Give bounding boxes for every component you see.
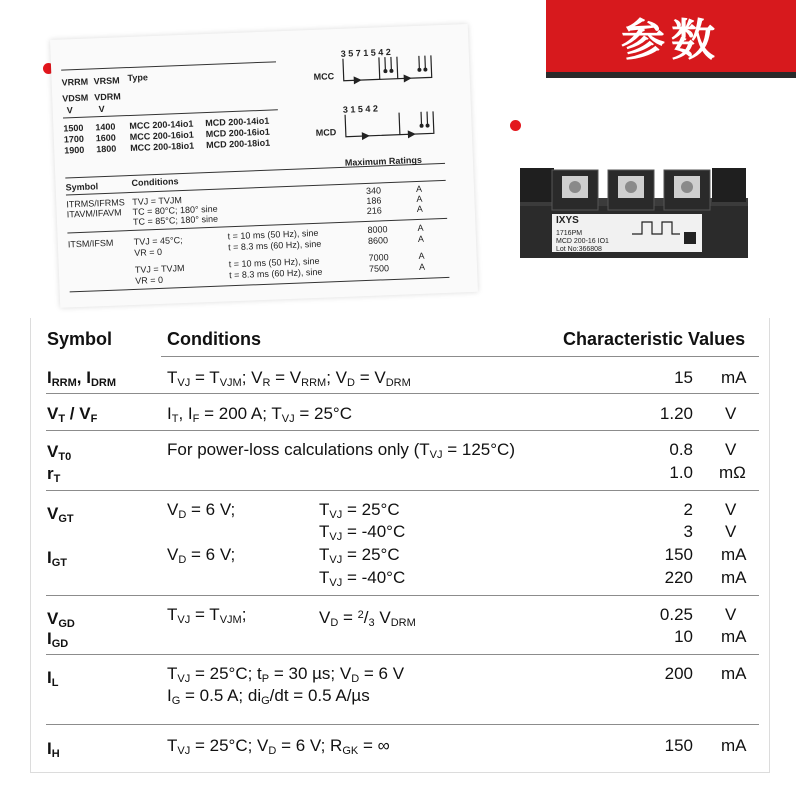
- card-rating-unit: A: [418, 261, 426, 272]
- card-type-mcc: MCC 200-16io1: [129, 129, 194, 143]
- symbol-igd: $I_{GD}$: [47, 629, 69, 650]
- mcc-label: MCC: [313, 71, 335, 82]
- mcd-pins: 3 1 5 4 2: [342, 103, 379, 115]
- card-type-v1: 1500: [63, 122, 84, 134]
- card-rating-symbol: ITAVM/IFAVM: [66, 207, 122, 220]
- card-rule: [66, 180, 446, 196]
- unit-igd: mA: [721, 627, 747, 646]
- card-rating-cond2: t = 10 ms (50 Hz), sine: [227, 227, 319, 242]
- card-rating-unit: A: [416, 193, 423, 205]
- card-rule: [61, 61, 276, 70]
- card-rating-cond: TC = 80°C; 180° sine: [132, 203, 218, 217]
- card-rating-value: 216: [366, 205, 383, 216]
- condition-il-line1: $T_{VJ} = 25^\circ C$; $t_P = 30$ µs; $V_D = 6$ V: [167, 664, 405, 685]
- symbol-ih: $I_H$: [47, 739, 60, 760]
- mcd-circuit-diagram: [341, 109, 442, 147]
- card-col-vdsm: VDSM: [62, 92, 89, 104]
- unit-igt: mA: [721, 568, 747, 587]
- unit-ih: mA: [721, 736, 747, 755]
- unit-vt: V: [725, 404, 737, 423]
- card-rating-value: 8000: [367, 224, 388, 235]
- card-rating-cond: TVJ = TVJM: [132, 195, 183, 207]
- condition-tvj-25: $T_{VJ} = 25^\circ C$: [319, 545, 400, 566]
- unit-irrm: mA: [721, 368, 747, 387]
- card-rating-unit: A: [417, 233, 425, 245]
- card-rating-symbol: ITRMS/IFRMS: [66, 197, 125, 210]
- condition-power-loss: For power-loss calculations only $(T_{VJ} = 125^\circ C)$: [167, 440, 515, 461]
- card-rating-value: 7500: [368, 263, 390, 274]
- mcc-pins: 3 5 7 1 5 4 2: [340, 46, 391, 59]
- symbol-vgd: $V_{GD}$: [47, 609, 75, 630]
- card-type-mcd: MCD 200-18io1: [205, 137, 271, 151]
- condition-tvj-minus40: $T_{VJ} = -40^\circ C$: [319, 568, 406, 589]
- condition-irrm: $T_{VJ} = T_{VJM}$; $V_R = V_{RRM}$; $V_D = V_{DRM}$: [167, 368, 411, 389]
- card-rating-cond2: t = 10 ms (50 Hz), sine: [228, 255, 320, 270]
- condition-vt: $I_T$, $I_F = 200$ A; $T_{VJ} = 25^\circ C$: [167, 404, 352, 425]
- value-vt: 1.20: [659, 404, 693, 423]
- characteristics-table: [30, 318, 770, 773]
- card-rating-unit: A: [417, 222, 424, 234]
- row-divider: [46, 490, 759, 491]
- card-type-mcc: MCC 200-14io1: [129, 118, 194, 132]
- datasheet-photo: [50, 24, 478, 308]
- card-rating-value: 7000: [368, 252, 389, 263]
- value-rt: 1.0: [669, 463, 693, 482]
- condition-il-line2: $I_G = 0.5$ A; $di_G/dt = 0.5$ A/µs: [167, 686, 370, 707]
- card-type-v2: 1600: [95, 132, 117, 144]
- condition-vd-igt: $V_D = 6$ V;: [167, 545, 236, 566]
- card-type-v2: 1400: [95, 121, 116, 133]
- card-col-vrrm: VRRM: [61, 76, 89, 88]
- unit-vgt: V: [725, 500, 737, 519]
- module-label-line1: 1716PM: [556, 230, 583, 237]
- symbol-il: $I_L$: [47, 668, 59, 689]
- card-type-v1: 1900: [64, 144, 85, 156]
- card-rating-value: 8600: [367, 235, 389, 246]
- card-rating-unit: A: [418, 250, 425, 262]
- row-divider: [161, 356, 759, 357]
- card-unit-v2: V: [98, 103, 105, 115]
- card-rating-cond2: t = 8.3 ms (60 Hz), sine: [227, 238, 322, 253]
- card-rating-cond: VR = 0: [135, 274, 164, 286]
- symbol-irrm-idrm: $I_{RRM}$, $I_{DRM}$: [47, 368, 117, 389]
- card-rating-cond: VR = 0: [134, 246, 163, 258]
- header-conditions: Conditions: [167, 329, 261, 349]
- condition-tvj-minus40: $T_{VJ} = -40^\circ C$: [319, 522, 406, 543]
- module-body: [512, 164, 752, 264]
- value-il: 200: [664, 664, 693, 683]
- card-rating-unit: A: [416, 203, 423, 215]
- row-divider: [46, 724, 759, 725]
- unit-igt: mA: [721, 545, 747, 564]
- value-igt-25: 150: [664, 545, 693, 564]
- title-badge: 参数: [546, 0, 796, 72]
- red-dot-right: [510, 120, 521, 131]
- unit-il: mA: [721, 664, 747, 683]
- condition-vd-vdrm: $V_D = ^2/_3$ $V_{DRM}$: [319, 608, 416, 629]
- unit-vgt: V: [725, 522, 737, 541]
- row-divider: [46, 430, 759, 431]
- card-type-mcc: MCC 200-18io1: [130, 140, 195, 153]
- card-unit-v1: V: [66, 105, 73, 116]
- value-vgd: 0.25: [659, 605, 693, 624]
- card-symbol-header: Symbol: [65, 181, 99, 193]
- condition-vd-vgt: $V_D = 6$ V;: [167, 500, 236, 521]
- condition-ih: $T_{VJ} = 25^\circ C$; $V_D = 6$ V; $R_{GK}$ = ∞: [167, 736, 390, 757]
- card-type-v2: 1800: [96, 143, 117, 155]
- value-vgt-25: 2: [683, 500, 693, 519]
- value-igd: 10: [674, 627, 693, 646]
- card-rule: [70, 274, 450, 293]
- header-characteristic-values: Characteristic Values: [563, 329, 746, 349]
- symbol-vgt: $V_{GT}$: [47, 504, 74, 525]
- value-irrm: 15: [674, 368, 693, 387]
- symbol-igt: $I_{GT}$: [47, 548, 68, 569]
- module-label-line2: MCD 200-16 IO1: [556, 238, 609, 245]
- card-col-type: Type: [127, 72, 149, 84]
- module-label-line3: Lot No:366808: [556, 246, 602, 253]
- card-rating-cond: TVJ = TVJM: [134, 263, 185, 275]
- card-rating-value: 186: [366, 195, 382, 206]
- card-type-mcd: MCD 200-16io1: [205, 126, 270, 140]
- card-rating-symbol: ITSM/IFSM: [67, 237, 114, 250]
- symbol-rt: $r_T$: [47, 464, 61, 485]
- row-divider: [46, 654, 759, 655]
- card-max-ratings: Maximum Ratings: [344, 154, 423, 168]
- symbol-vt-vf: $V_T / V_F$: [47, 404, 98, 425]
- card-rating-cond2: t = 8.3 ms (60 Hz), sine: [228, 266, 323, 281]
- card-rating-value: 340: [365, 185, 382, 196]
- unit-vt0: V: [725, 440, 737, 459]
- row-divider: [46, 393, 759, 394]
- value-vgt-minus40: 3: [683, 522, 693, 541]
- card-rating-unit: A: [415, 183, 423, 195]
- card-type-v1: 1700: [63, 133, 85, 145]
- condition-tvj-25: $T_{VJ} = 25^\circ C$: [319, 500, 400, 521]
- unit-rt: mΩ: [719, 463, 746, 482]
- card-rating-cond: TC = 85°C; 180° sine: [132, 213, 219, 227]
- mcc-circuit-diagram: [339, 53, 440, 91]
- card-col-vdrm: VDRM: [94, 91, 121, 103]
- condition-vgd: $T_{VJ} = T_{VJM}$;: [167, 605, 247, 626]
- card-rating-cond: TVJ = 45°C;: [133, 235, 183, 247]
- header-symbol: Symbol: [47, 329, 113, 349]
- mcd-label: MCD: [315, 127, 337, 138]
- card-type-mcd: MCD 200-14io1: [205, 115, 270, 129]
- unit-vgd: V: [725, 605, 737, 624]
- value-igt-minus40: 220: [664, 568, 693, 587]
- row-divider: [46, 595, 759, 596]
- card-conditions-header: Conditions: [131, 176, 179, 188]
- card-col-vrsm: VRSM: [93, 75, 120, 87]
- value-ih: 150: [664, 736, 693, 755]
- ixys-module-photo: [512, 164, 752, 264]
- value-vt0: 0.8: [669, 440, 693, 459]
- symbol-vt0: $V_{T0}$: [47, 442, 72, 463]
- module-brand: IXYS: [556, 215, 579, 226]
